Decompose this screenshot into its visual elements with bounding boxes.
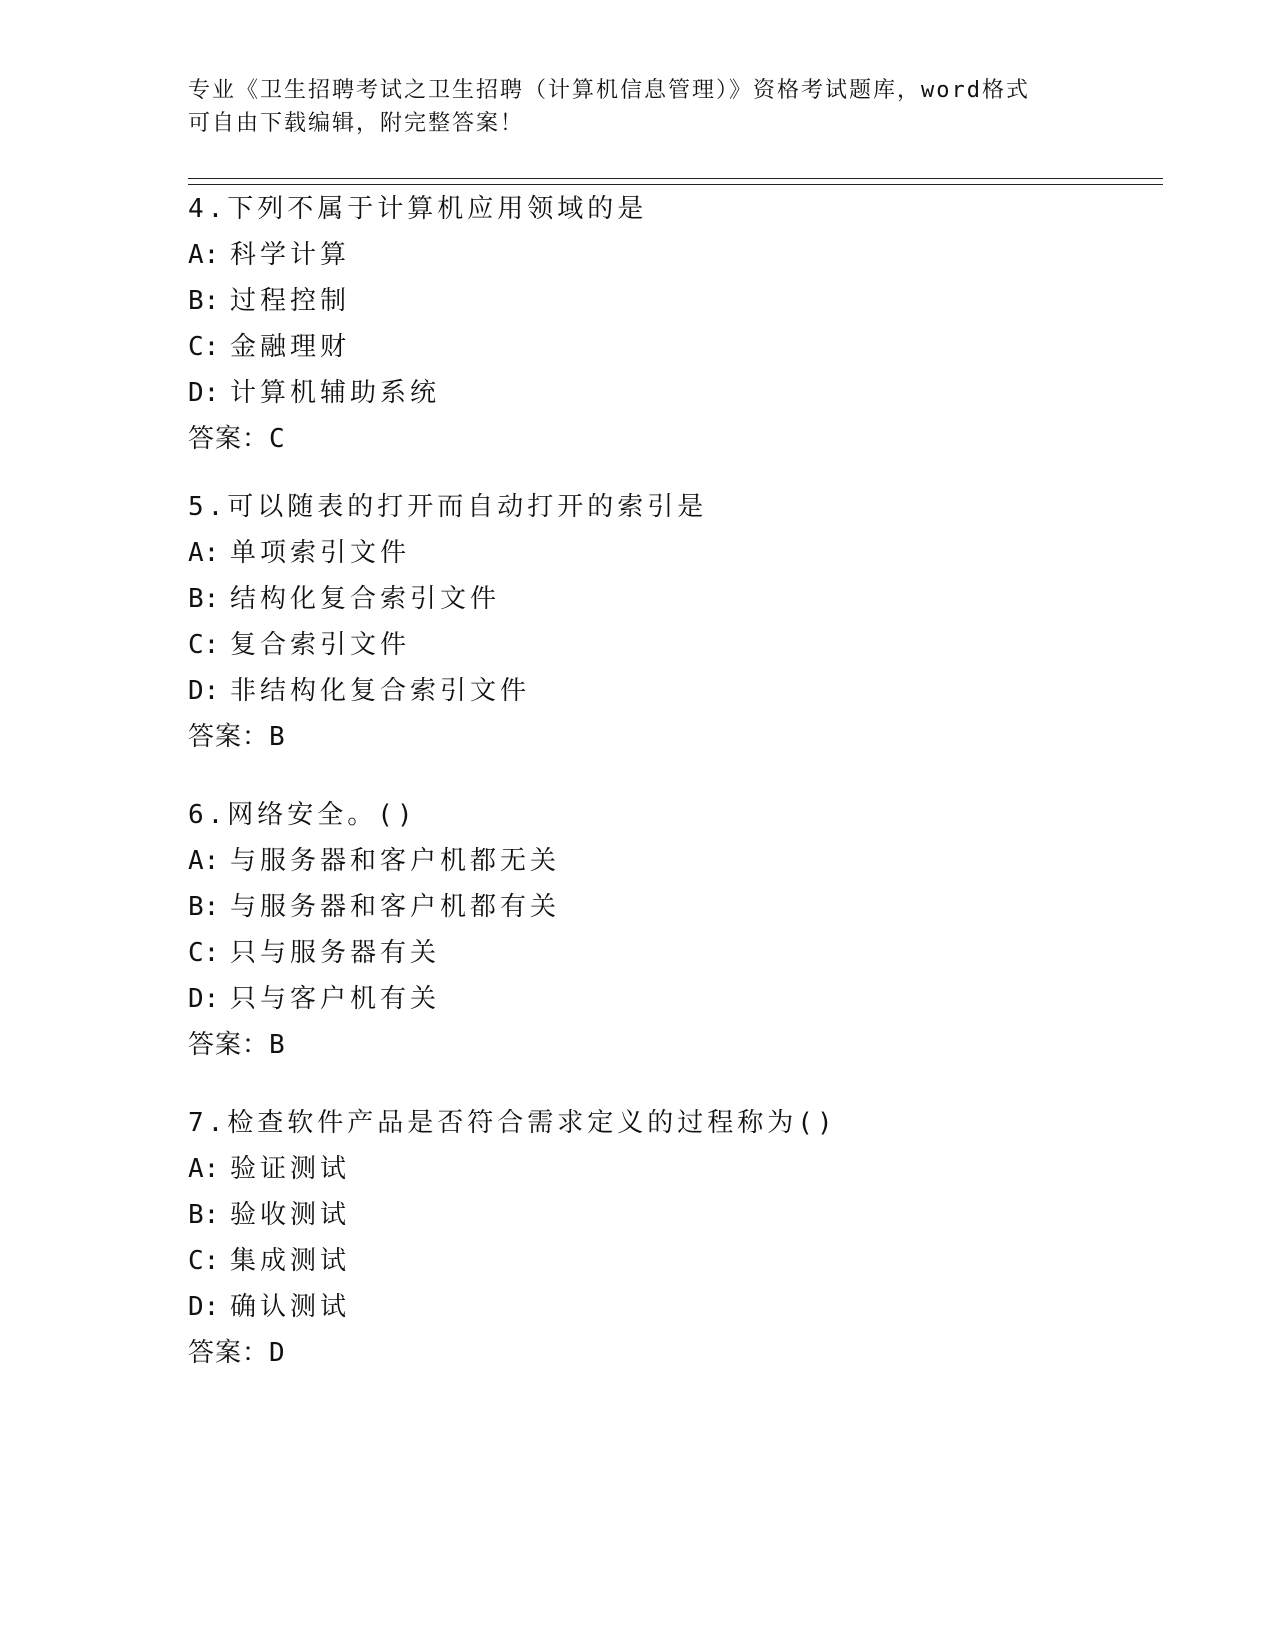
option-text: 结构化复合索引文件 bbox=[230, 584, 501, 614]
question-stem: 7.检查软件产品是否符合需求定义的过程称为() bbox=[188, 1108, 837, 1138]
option-d bbox=[188, 1284, 1148, 1330]
option-text: 非结构化复合索引文件 bbox=[230, 676, 531, 706]
option-c bbox=[188, 1238, 1148, 1284]
header-divider-top bbox=[188, 178, 1163, 179]
option-key: C: bbox=[188, 938, 220, 968]
option-c bbox=[188, 930, 1148, 976]
option-c bbox=[188, 622, 1148, 668]
option-key: C: bbox=[188, 332, 220, 362]
question-block bbox=[188, 792, 1148, 1068]
question-stem: 4.下列不属于计算机应用领域的是 bbox=[188, 194, 648, 224]
answer-line bbox=[188, 1022, 1148, 1068]
option-a bbox=[188, 232, 1148, 278]
option-key: A: bbox=[188, 1154, 220, 1184]
option-text: 只与服务器有关 bbox=[230, 938, 441, 968]
answer-line bbox=[188, 416, 1148, 462]
option-key: B: bbox=[188, 286, 220, 316]
option-key: B: bbox=[188, 1200, 220, 1230]
header-line-1: 专业《卫生招聘考试之卫生招聘（计算机信息管理）》资格考试题库，word格式 bbox=[188, 78, 1030, 103]
option-text: 集成测试 bbox=[230, 1246, 351, 1276]
question-block bbox=[188, 1100, 1148, 1376]
option-key: C: bbox=[188, 1246, 220, 1276]
answer-value: C bbox=[269, 424, 286, 454]
option-d bbox=[188, 668, 1148, 714]
option-text: 科学计算 bbox=[230, 240, 351, 270]
question-block bbox=[188, 484, 1148, 760]
option-a bbox=[188, 838, 1148, 884]
option-text: 验收测试 bbox=[230, 1200, 351, 1230]
option-a bbox=[188, 530, 1148, 576]
option-text: 验证测试 bbox=[230, 1154, 351, 1184]
option-key: D: bbox=[188, 378, 220, 408]
answer-label: 答案： bbox=[188, 1030, 270, 1060]
question-stem: 6.网络安全。() bbox=[188, 800, 417, 830]
answer-label: 答案： bbox=[188, 1338, 270, 1368]
header-line-2: 可自由下载编辑，附完整答案！ bbox=[188, 111, 525, 136]
answer-line bbox=[188, 1330, 1148, 1376]
answer-value: D bbox=[269, 1338, 286, 1368]
header-divider-bottom bbox=[188, 184, 1163, 185]
option-text: 过程控制 bbox=[230, 286, 351, 316]
option-b bbox=[188, 278, 1148, 324]
option-text: 复合索引文件 bbox=[230, 630, 411, 660]
option-text: 单项索引文件 bbox=[230, 538, 411, 568]
option-key: D: bbox=[188, 1292, 220, 1322]
option-c bbox=[188, 324, 1148, 370]
question-stem: 5.可以随表的打开而自动打开的索引是 bbox=[188, 492, 708, 522]
option-d bbox=[188, 370, 1148, 416]
question-block bbox=[188, 186, 1148, 462]
option-b bbox=[188, 576, 1148, 622]
option-text: 只与客户机有关 bbox=[230, 984, 441, 1014]
option-text: 金融理财 bbox=[230, 332, 351, 362]
answer-value: B bbox=[269, 722, 286, 752]
option-text: 计算机辅助系统 bbox=[230, 378, 441, 408]
option-d bbox=[188, 976, 1148, 1022]
answer-value: B bbox=[269, 1030, 286, 1060]
option-key: A: bbox=[188, 846, 220, 876]
option-key: B: bbox=[188, 584, 220, 614]
answer-line bbox=[188, 714, 1148, 760]
option-b bbox=[188, 1192, 1148, 1238]
option-key: C: bbox=[188, 630, 220, 660]
option-key: D: bbox=[188, 676, 220, 706]
answer-label: 答案： bbox=[188, 722, 270, 752]
option-key: B: bbox=[188, 892, 220, 922]
option-text: 确认测试 bbox=[230, 1292, 351, 1322]
option-key: A: bbox=[188, 538, 220, 568]
option-text: 与服务器和客户机都有关 bbox=[230, 892, 561, 922]
option-a bbox=[188, 1146, 1148, 1192]
option-text: 与服务器和客户机都无关 bbox=[230, 846, 561, 876]
document-header bbox=[188, 74, 1088, 140]
option-key: A: bbox=[188, 240, 220, 270]
option-key: D: bbox=[188, 984, 220, 1014]
option-b bbox=[188, 884, 1148, 930]
answer-label: 答案： bbox=[188, 424, 270, 454]
